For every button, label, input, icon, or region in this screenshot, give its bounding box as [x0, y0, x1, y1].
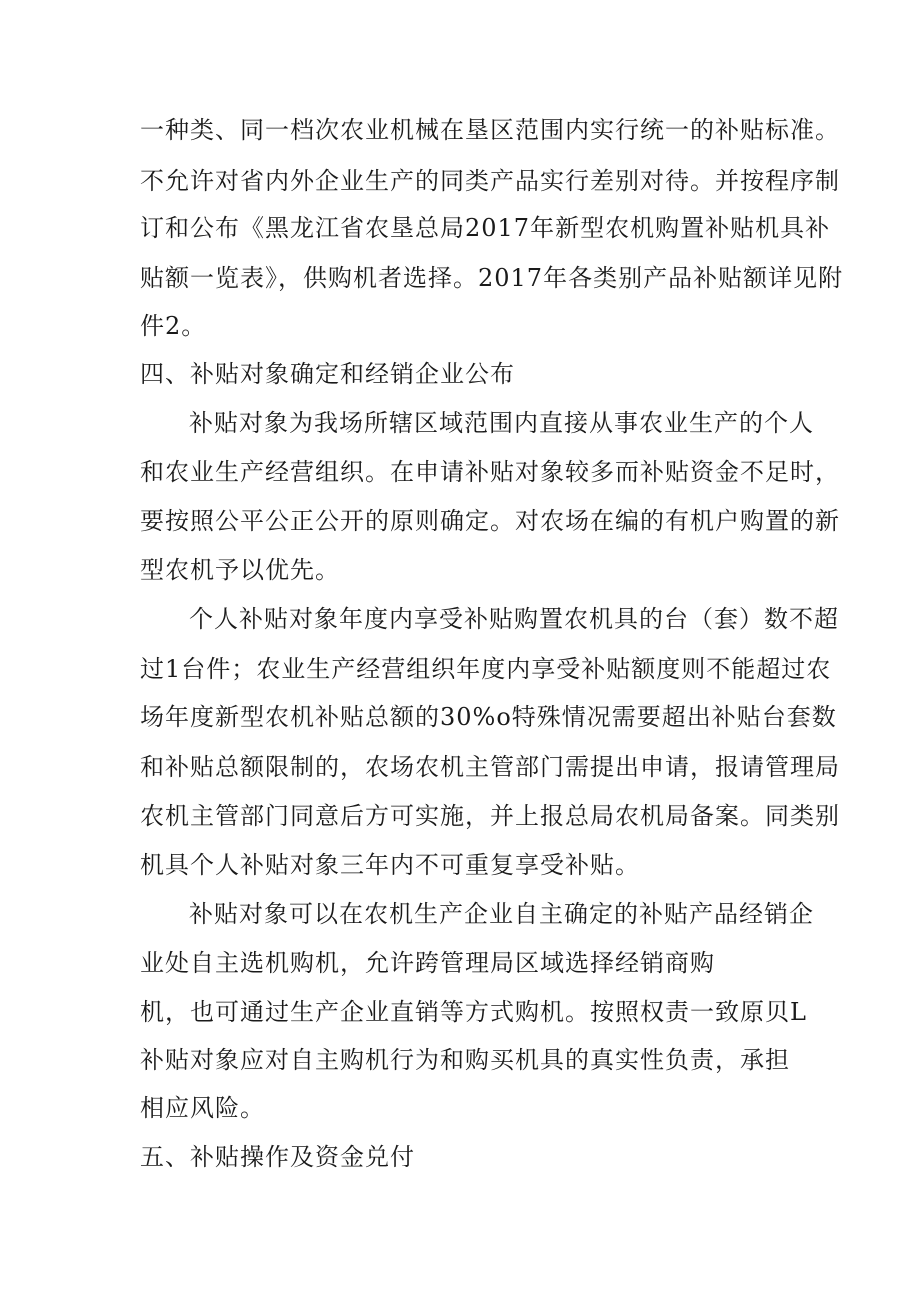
paragraph-line-17: 业处自主选机购机，允许跨管理局区域选择经销商购	[140, 949, 715, 977]
paragraph-line-6: 补贴对象为我场所辖区域范围内直接从事农业生产的个人	[189, 409, 814, 437]
paragraph-line-19: 补贴对象应对自主购机行为和购买机具的真实性负责，承担	[140, 1046, 790, 1074]
paragraph-line-5: 件2。	[140, 312, 207, 340]
paragraph-line-3: 订和公布《黑龙江省农垦总局2017年新型农机购置补贴机具补	[140, 214, 831, 242]
paragraph-line-7: 和农业生产经营组织。在申请补贴对象较多而补贴资金不足时，	[140, 458, 840, 486]
paragraph-line-8: 要按照公平公正公开的原则确定。对农场在编的有机户购置的新	[140, 507, 840, 535]
paragraph-line-4: 贴额一览表》，供购机者选择。2017年各类别产品补贴额详见附	[140, 264, 844, 292]
paragraph-line-9: 型农机予以优先。	[140, 556, 340, 584]
section-heading-4: 四、补贴对象确定和经销企业公布	[140, 360, 515, 388]
paragraph-line-20: 相应风险。	[140, 1094, 265, 1122]
paragraph-line-12: 场年度新型农机补贴总额的30%o特殊情况需要超出补贴台套数	[140, 703, 837, 731]
paragraph-line-1: 一种类、同一档次农业机械在垦区范围内实行统一的补贴标准。	[140, 116, 840, 144]
paragraph-line-15: 机具个人补贴对象三年内不可重复享受补贴。	[140, 851, 640, 879]
paragraph-line-13: 和补贴总额限制的，农场农机主管部门需提出申请，报请管理局	[140, 753, 840, 781]
paragraph-line-2: 不允许对省内外企业生产的同类产品实行差别对待。并按程序制	[140, 167, 840, 195]
section-heading-5: 五、补贴操作及资金兑付	[140, 1143, 415, 1171]
paragraph-line-16: 补贴对象可以在农机生产企业自主确定的补贴产品经销企	[189, 900, 814, 928]
paragraph-line-10: 个人补贴对象年度内享受补贴购置农机具的台（套）数不超	[189, 605, 839, 633]
paragraph-line-11: 过1台件；农业生产经营组织年度内享受补贴额度则不能超过农	[140, 655, 832, 683]
paragraph-line-14: 农机主管部门同意后方可实施，并上报总局农机局备案。同类别	[140, 802, 840, 830]
paragraph-line-18: 机，也可通过生产企业直销等方式购机。按照权责一致原贝L	[140, 998, 807, 1026]
